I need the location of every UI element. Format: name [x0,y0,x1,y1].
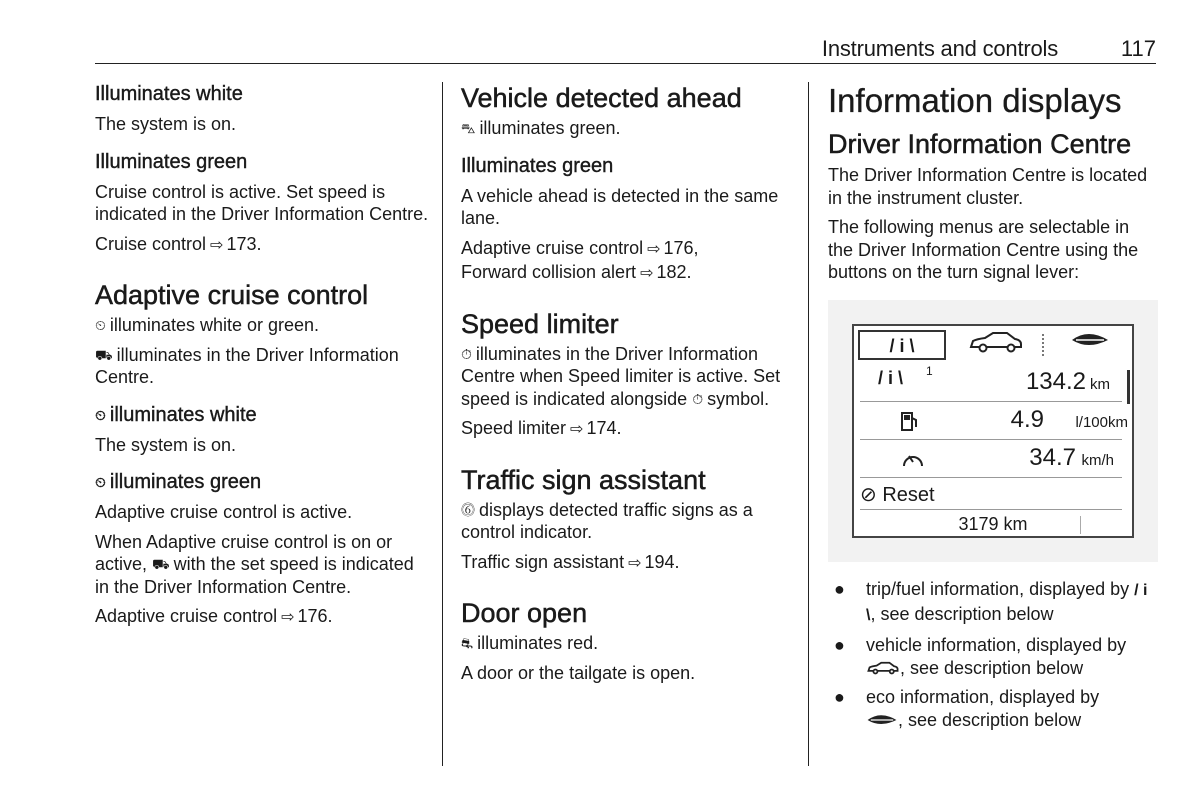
paragraph-text: symbol. [707,388,770,409]
list-item-text: vehicle information, displayed by [866,635,1127,655]
reference-page: 174. [586,418,622,438]
column-divider [808,82,809,766]
bullet: ● [834,579,845,599]
paragraph: A vehicle ahead is detected in the same lane. [461,185,779,228]
paragraph: The system is on. [95,434,237,455]
list-item-text: , see description below [898,709,1082,730]
adaptive-cruise-icon: ⏲ [95,317,106,333]
vehicle-speed-icon: ⛟ [152,556,170,572]
paragraph [461,499,796,544]
vehicle-speed-icon: ⛟ [95,346,113,363]
cross-reference[interactable] [461,551,796,576]
paragraph: Cruise control is active. Set speed is indicated in the Driver Information Centre. [95,181,429,224]
vehicle-ahead-icon: ⛍ [461,120,476,136]
leaf-icon [1070,330,1110,350]
speed-limiter-icon: ⏱ [692,390,704,407]
heading-adaptive-cruise-control: Adaptive cruise control [95,280,369,310]
dic-row-trip [860,364,1122,402]
heading-acc-green [95,470,430,494]
heading-door-open: Door open [461,598,588,628]
reference-text: Cruise control [95,233,207,254]
trip-icon: / i \ [866,582,1148,624]
heading-illuminates-green: Illuminates green [95,150,248,173]
dic-row-fuel [860,402,1128,440]
paragraph-text: displays detected traffic signs as a control indicator. [461,499,753,542]
list-item-text: trip/fuel information, displayed by [866,579,1130,599]
driver-information-centre-illustration [828,300,1158,562]
average-speed-value: 34.7 [1029,444,1076,471]
page-number: 117 [1120,36,1156,61]
speed-limiter-icon: ⏱ [461,345,472,362]
paragraph-text: illuminates red. [477,633,599,653]
heading-speed-limiter: Speed limiter [461,308,619,339]
bullet: ● [834,635,845,655]
paragraph: A door or the tailgate is open. [461,662,696,683]
column-middle [461,82,796,684]
heading-text: illuminates green [109,471,262,493]
heading-acc-white [95,403,430,427]
reference-page: 182. [656,262,692,282]
leaf-icon [866,712,898,728]
reference-page: 194. [644,551,680,572]
paragraph-text: illuminates in the Driver Information Centre. [95,344,399,387]
car-icon [967,330,1025,354]
paragraph-text: illuminates green. [479,118,621,138]
fuel-consumption-value: 4.9 [1010,406,1044,433]
dic-row-speed [860,440,1122,478]
reference-text: Adaptive cruise control [461,237,644,258]
page-header [95,34,1156,64]
paragraph-text: with the set speed is indicated in the Driver Information Centre. [95,554,414,597]
reference-page: 176. [297,606,333,626]
trip-distance-unit: km [1090,376,1110,393]
list-item-text: , see description below [900,657,1084,678]
cross-reference[interactable] [461,417,796,442]
paragraph: Adaptive cruise control is active. [95,502,353,522]
paragraph: The following menus are selectable in the Driver Information Centre using the buttons on the turn signal lever: [828,217,1139,282]
odometer-divider [1080,516,1081,534]
reference-text: Forward collision alert [461,262,637,282]
heading-driver-information-centre: Driver Information Centre [828,129,1132,159]
menu-list [828,578,1158,738]
heading-illuminates-green: Illuminates green [461,154,614,177]
tab-vehicle[interactable] [950,330,1042,360]
paragraph [461,117,796,140]
section-title: Instruments and controls [821,36,1058,61]
scrollbar [1127,370,1130,404]
reference-page: 173. [226,233,262,254]
tab-eco[interactable] [1048,330,1132,360]
paragraph [461,632,796,655]
traffic-sign-icon: ⓺ [461,501,475,518]
reference-text: Traffic sign assistant [461,551,625,572]
reset-label: Reset [882,484,935,506]
average-speed-unit: km/h [1081,452,1114,469]
ref-arrow-icon: ⇨ [628,554,642,572]
list-item [828,578,1158,627]
dic-row-reset[interactable] [860,478,1122,510]
adaptive-cruise-icon: ⏲ [95,406,106,423]
list-item-text: eco information, displayed by [866,687,1100,707]
dic-screen [852,324,1134,538]
dic-menu-tabs [854,326,1132,362]
paragraph [95,531,430,599]
heading-vehicle-detected: Vehicle detected ahead [461,83,742,113]
heading-information-displays: Information displays [828,82,1122,119]
column-right [828,82,1158,284]
list-item [828,634,1158,679]
heading-text: illuminates white [109,403,257,426]
reference-text: Speed limiter [461,418,567,438]
ref-arrow-icon: ⇨ [640,265,654,282]
average-speed-icon [900,448,926,470]
paragraph-text: illuminates white or green. [109,315,320,335]
list-item-text: , see description below [870,603,1054,624]
reset-option[interactable] [860,482,935,507]
paragraph: The Driver Information Centre is located in the instrument cluster. [828,165,1148,208]
car-icon [866,661,900,675]
tab-trip-fuel[interactable]: / i \ [858,330,946,360]
paragraph-text: illuminates in the Driver Information Centre when Speed limiter is active. Set speed is indicated alongside [461,343,781,409]
column-divider [442,82,443,766]
paragraph-text: When Adaptive cruise control is on or active, [95,531,393,574]
bullet: ● [834,687,845,707]
cross-reference[interactable] [461,237,796,286]
paragraph: The system is on. [95,114,237,134]
reference-text: Adaptive cruise control [95,606,278,626]
trip-number: 1 [926,364,933,378]
fuel-consumption-unit: l/100km [1075,414,1128,431]
trip-distance-value: 134.2 [1025,368,1086,395]
reference-page: 176, [663,237,699,258]
list-item [828,686,1158,731]
paragraph [461,343,796,411]
column-left [95,82,430,630]
door-open-icon: ⛐ [461,635,474,651]
ref-arrow-icon: ⇨ [210,236,224,254]
ref-arrow-icon: ⇨ [570,421,584,438]
paragraph [95,314,430,337]
heading-illuminates-white: Illuminates white [95,83,243,105]
odometer: 3179 km [958,514,1028,534]
adaptive-cruise-icon: ⏲ [95,474,106,490]
heading-traffic-sign-assistant: Traffic sign assistant [461,464,706,495]
fuel-pump-icon [898,410,920,432]
trip-icon: / i \ [878,368,904,388]
ref-arrow-icon: ⇨ [647,240,661,258]
cross-reference[interactable] [95,233,430,258]
tab-divider [1042,334,1044,356]
check-circle-icon: ⊘ [860,484,877,506]
ref-arrow-icon: ⇨ [281,609,295,626]
paragraph [95,344,430,389]
cross-reference[interactable] [95,605,430,630]
